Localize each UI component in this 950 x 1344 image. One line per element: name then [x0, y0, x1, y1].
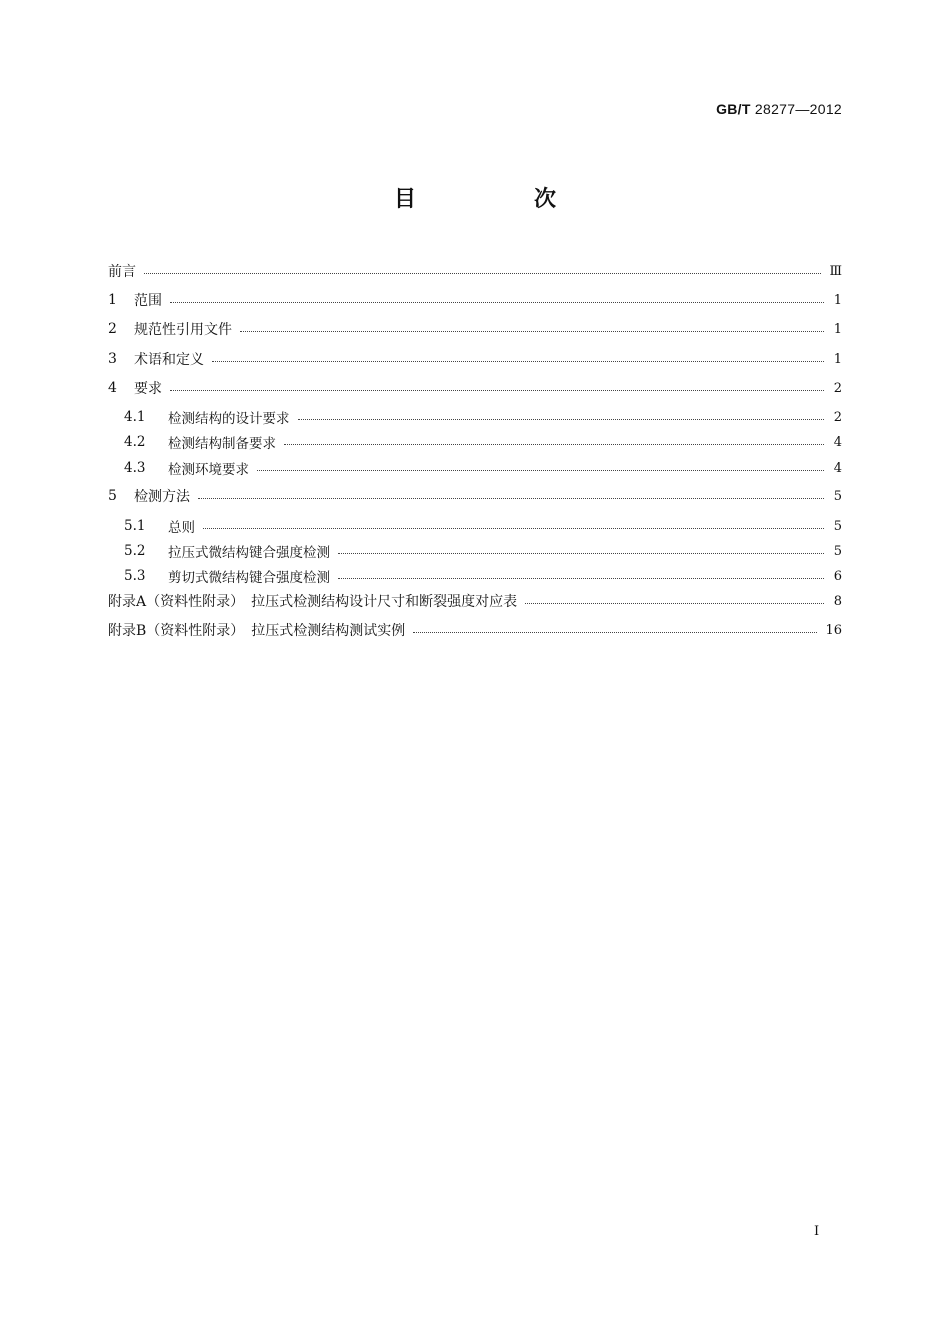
toc-number: 4.3 [124, 460, 146, 476]
standard-prefix: GB/T [716, 101, 751, 117]
toc-label: 范围 [134, 293, 162, 309]
toc-label: 附录B（资料性附录） 拉压式检测结构测试实例 [108, 623, 406, 639]
toc-leader-dots [144, 273, 821, 274]
toc-number: 5 [108, 488, 117, 504]
toc-leader-dots [170, 390, 824, 391]
toc-page: 4 [833, 460, 842, 476]
toc-page: 8 [833, 593, 842, 609]
toc-entry-4[interactable] [108, 377, 842, 399]
toc-page: 5 [833, 488, 842, 504]
toc-number: 5.1 [124, 518, 146, 534]
toc-leader-dots [240, 331, 824, 332]
toc-entry-4-3[interactable] [108, 457, 842, 479]
toc-number: 5.2 [124, 543, 146, 559]
toc-label: 规范性引用文件 [134, 322, 232, 338]
toc-label: 剪切式微结构键合强度检测 [168, 570, 330, 586]
toc-leader-dots [525, 603, 824, 604]
toc-label: 要求 [134, 381, 162, 397]
toc-number: 1 [108, 292, 117, 308]
toc-entry-4-1[interactable] [108, 406, 842, 428]
toc-label: 拉压式微结构键合强度检测 [168, 545, 330, 561]
toc-leader-dots [198, 498, 824, 499]
toc-page: 4 [833, 434, 842, 450]
toc-page: 5 [833, 543, 842, 559]
toc-leader-dots [338, 553, 824, 554]
toc-leader-dots [203, 528, 824, 529]
toc-number: 4 [108, 380, 117, 396]
toc-number: 4.2 [124, 434, 146, 450]
toc-entry-4-2[interactable] [108, 431, 842, 453]
toc-entry-foreword[interactable] [108, 260, 842, 282]
toc-entry-2[interactable] [108, 318, 842, 340]
toc-number: 3 [108, 351, 117, 367]
toc-leader-dots [170, 302, 824, 303]
toc-label: 术语和定义 [134, 352, 204, 368]
toc-leader-dots [338, 578, 824, 579]
toc-entry-3[interactable] [108, 348, 842, 370]
toc-label: 前言 [108, 264, 136, 280]
toc-label: 检测方法 [134, 489, 190, 505]
toc-leader-dots [298, 419, 825, 420]
toc-page: 1 [833, 292, 842, 308]
toc-page: 2 [833, 380, 842, 396]
toc-leader-dots [284, 444, 824, 445]
toc-leader-dots [212, 361, 824, 362]
standard-number: 28277—2012 [754, 101, 842, 117]
toc-number: 5.3 [124, 568, 146, 584]
toc-page: 2 [833, 409, 842, 425]
toc-entry-5-1[interactable] [108, 515, 842, 537]
toc-number: 4.1 [124, 409, 146, 425]
toc-label: 检测环境要求 [168, 462, 249, 478]
page-title: 目 次 [393, 186, 604, 212]
toc-page: 6 [833, 568, 842, 584]
toc-label: 附录A（资料性附录） 拉压式检测结构设计尺寸和断裂强度对应表 [108, 594, 518, 610]
toc-entry-5-2[interactable] [108, 540, 842, 562]
toc-page: 1 [833, 351, 842, 367]
page-number: Ⅰ [814, 1224, 820, 1239]
toc-page: 5 [833, 518, 842, 534]
toc-entry-5[interactable] [108, 485, 842, 507]
toc-leader-dots [413, 632, 817, 633]
standard-code [716, 101, 842, 117]
toc-entry-appendix-b[interactable] [108, 619, 842, 641]
toc-number: 2 [108, 321, 117, 337]
toc-page: Ⅲ [829, 263, 842, 279]
toc-leader-dots [257, 470, 824, 471]
toc-entry-appendix-a[interactable] [108, 590, 842, 612]
toc-page: 16 [825, 622, 842, 638]
toc-page: 1 [833, 321, 842, 337]
toc-label: 总则 [168, 520, 195, 536]
toc-label: 检测结构制备要求 [168, 436, 276, 452]
toc-label: 检测结构的设计要求 [168, 411, 290, 427]
toc-entry-5-3[interactable] [108, 565, 842, 587]
toc-entry-1[interactable] [108, 289, 842, 311]
